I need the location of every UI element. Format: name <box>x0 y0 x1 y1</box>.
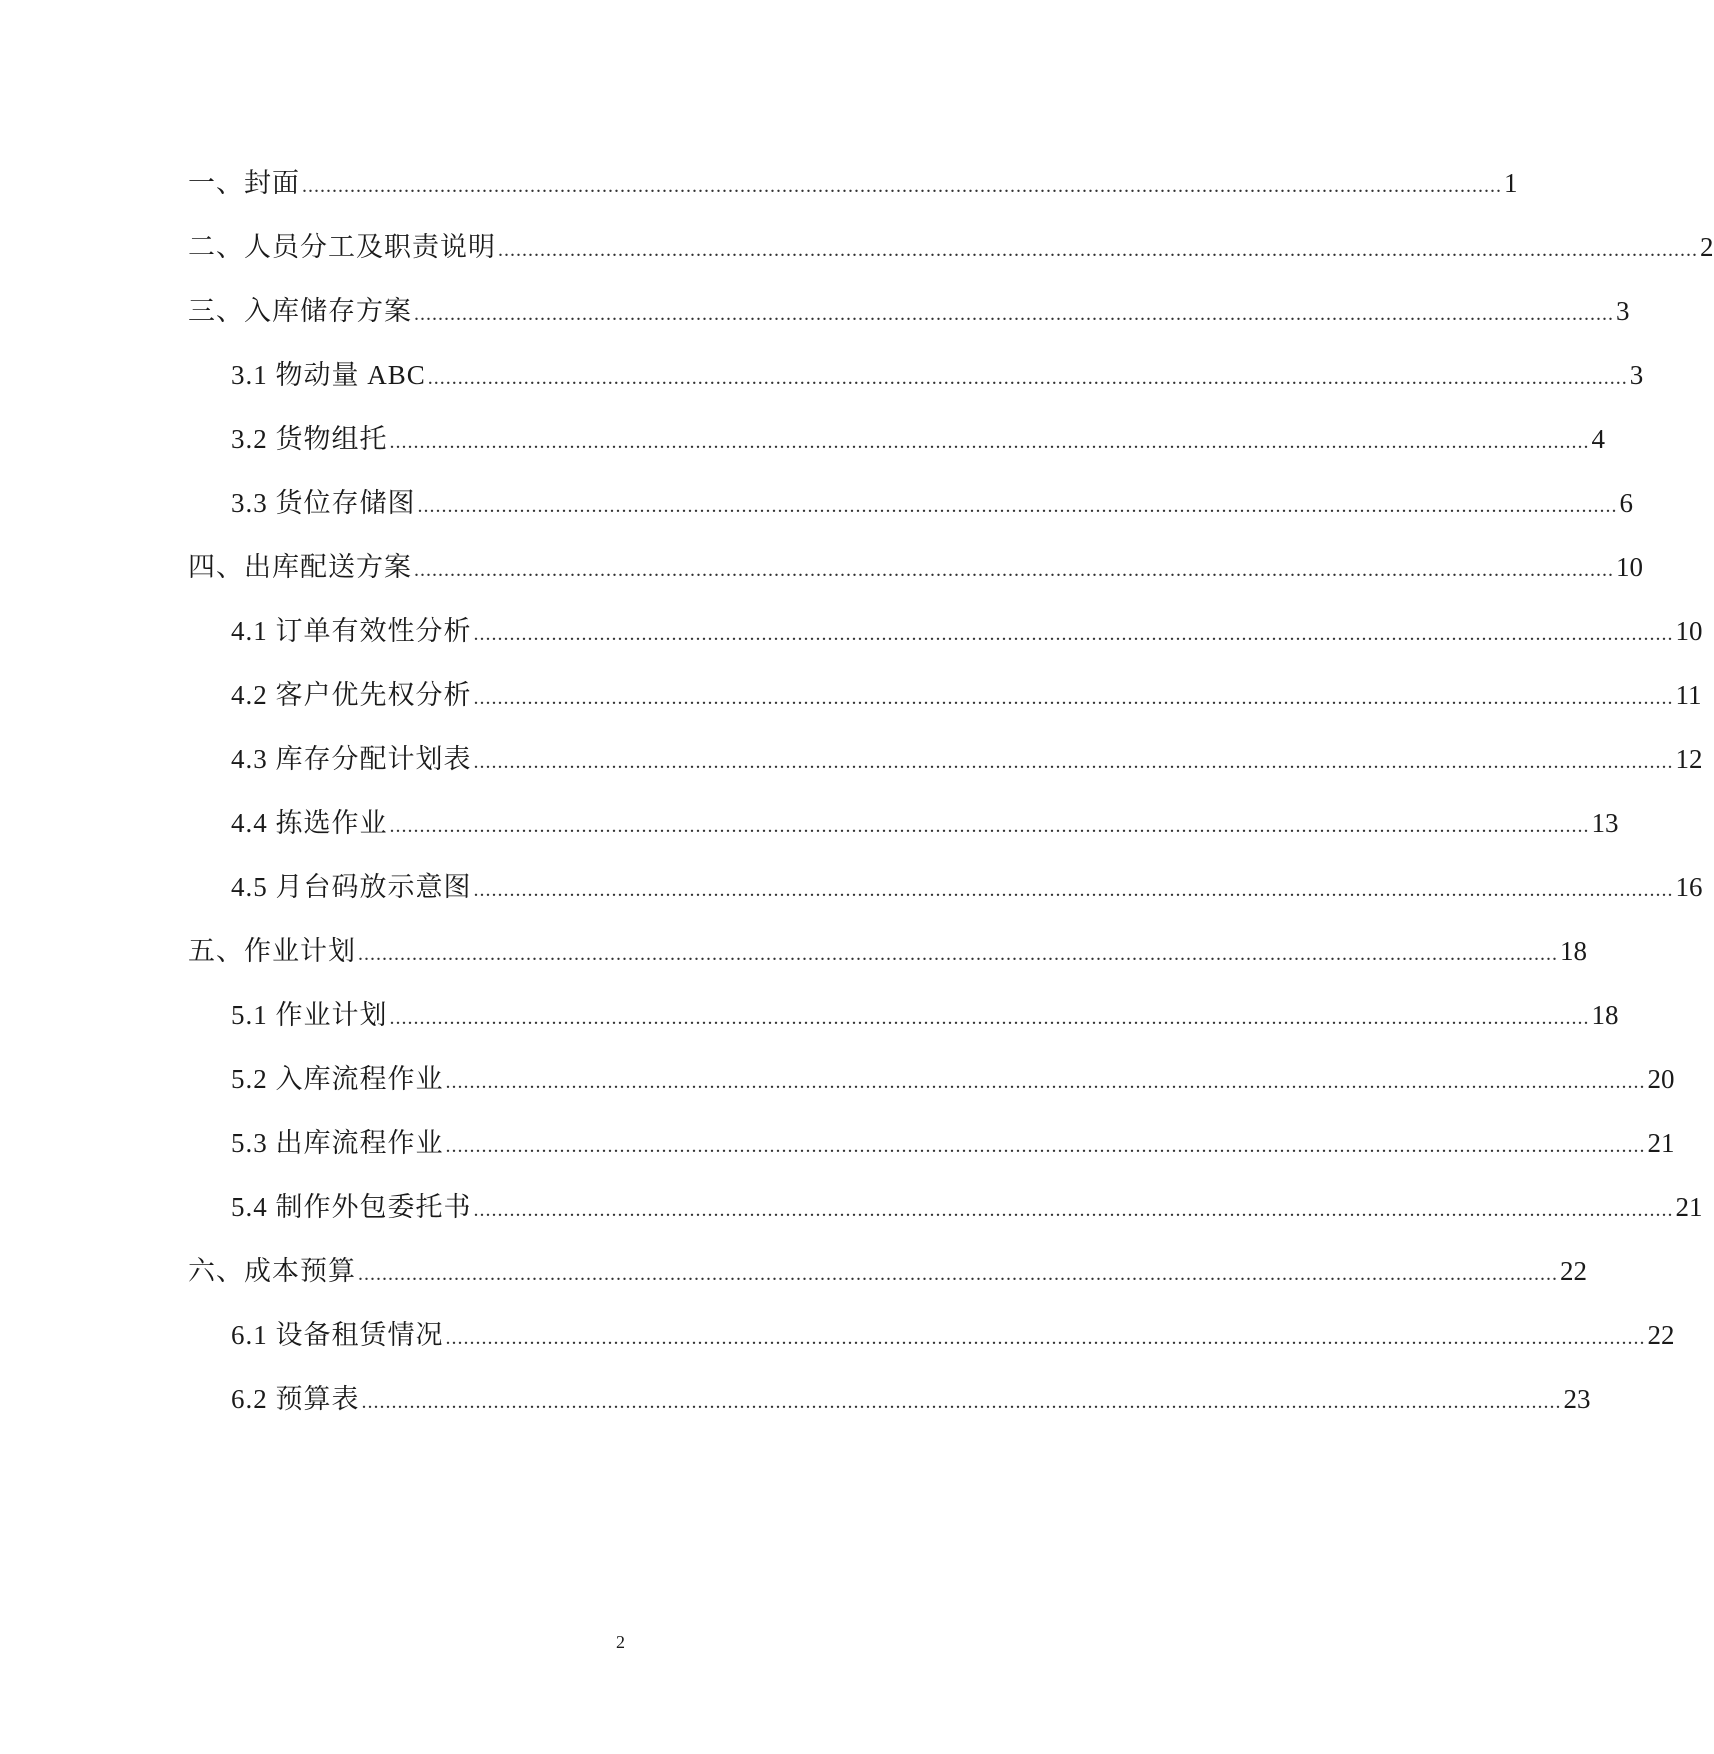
toc-entry-title: 4.4 拣选作业 <box>231 808 388 838</box>
toc-entry-page: 16 <box>1675 872 1703 902</box>
dot-leader: ........................................................................................................................................................................................................ <box>302 175 1502 197</box>
dot-leader: ........................................................................................................................................................................................................ <box>473 751 1674 773</box>
toc-entry-outbound-process[interactable] <box>231 1123 1675 1163</box>
toc-entry-outsourcing-letter[interactable] <box>231 1187 1703 1227</box>
dot-leader: ........................................................................................................................................................................................................ <box>445 1135 1646 1157</box>
toc-entry-title: 四、出库配送方案 <box>188 552 412 582</box>
dot-leader: ........................................................................................................................................................................................................ <box>473 1199 1674 1221</box>
dot-leader: ........................................................................................................................................................................................................ <box>389 815 1590 837</box>
dot-leader: ........................................................................................................................................................................................................ <box>358 1263 1558 1285</box>
toc-entry-title: 4.1 订单有效性分析 <box>231 616 472 646</box>
toc-entry-page: 22 <box>1647 1320 1675 1350</box>
toc-entry-work-plan-detail[interactable] <box>231 995 1619 1035</box>
toc-entry-inventory-allocation[interactable] <box>231 739 1703 779</box>
toc-entry-page: 2 <box>1700 232 1714 262</box>
toc-entry-customer-priority[interactable] <box>231 675 1702 715</box>
dot-leader: ........................................................................................................................................................................................................ <box>389 431 1590 453</box>
toc-entry-outbound-delivery[interactable] <box>188 547 1643 587</box>
dot-leader: ........................................................................................................................................................................................................ <box>417 495 1618 517</box>
toc-entry-page: 13 <box>1591 808 1619 838</box>
toc-entry-page: 23 <box>1563 1384 1591 1414</box>
toc-entry-title: 5.3 出库流程作业 <box>231 1128 444 1158</box>
dot-leader: ........................................................................................................................................................................................................ <box>473 623 1674 645</box>
dot-leader: ........................................................................................................................................................................................................ <box>445 1071 1646 1093</box>
toc-entry-title: 5.4 制作外包委托书 <box>231 1192 472 1222</box>
toc-entry-cover[interactable] <box>188 163 1518 203</box>
toc-entry-page: 18 <box>1591 1000 1619 1030</box>
page-number: 2 <box>616 1632 625 1652</box>
toc-entry-cost-budget[interactable] <box>188 1251 1587 1291</box>
toc-entry-inbound-storage[interactable] <box>188 291 1630 331</box>
toc-entry-page: 20 <box>1647 1064 1675 1094</box>
toc-entry-page: 6 <box>1619 488 1633 518</box>
dot-leader: ........................................................................................................................................................................................................ <box>358 943 1558 965</box>
dot-leader: ........................................................................................................................................................................................................ <box>473 879 1674 901</box>
toc-entry-title: 3.3 货位存储图 <box>231 488 416 518</box>
toc-entry-location-map[interactable] <box>231 483 1633 523</box>
toc-entry-title: 4.5 月台码放示意图 <box>231 872 472 902</box>
toc-entry-page: 10 <box>1616 552 1643 582</box>
toc-entry-page: 21 <box>1675 1192 1703 1222</box>
toc-entry-abc-analysis[interactable] <box>231 355 1644 395</box>
toc-entry-work-plan[interactable] <box>188 931 1587 971</box>
dot-leader: ........................................................................................................................................................................................................ <box>498 239 1698 261</box>
toc-entry-page: 10 <box>1675 616 1703 646</box>
toc-entry-title: 3.1 物动量 ABC <box>231 360 426 390</box>
toc-entry-title: 六、成本预算 <box>188 1256 356 1286</box>
toc-entry-page: 1 <box>1504 168 1518 198</box>
toc-entry-platform-stacking[interactable] <box>231 867 1703 907</box>
toc-entry-palletizing[interactable] <box>231 419 1605 459</box>
toc-entry-title: 一、封面 <box>188 168 300 198</box>
toc-entry-title: 5.1 作业计划 <box>231 1000 388 1030</box>
toc-entry-title: 4.2 客户优先权分析 <box>231 680 472 710</box>
toc-entry-page: 21 <box>1647 1128 1675 1158</box>
toc-entry-page: 3 <box>1616 296 1630 326</box>
toc-entry-page: 3 <box>1629 360 1644 390</box>
toc-entry-title: 二、人员分工及职责说明 <box>188 232 496 262</box>
toc-entry-page: 12 <box>1675 744 1703 774</box>
dot-leader: ........................................................................................................................................................................................................ <box>414 559 1614 581</box>
dot-leader: ........................................................................................................................................................................................................ <box>389 1007 1590 1029</box>
dot-leader: ........................................................................................................................................................................................................ <box>445 1327 1646 1349</box>
dot-leader: ........................................................................................................................................................................................................ <box>473 687 1674 709</box>
dot-leader: ........................................................................................................................................................................................................ <box>427 367 1628 389</box>
toc-entry-title: 三、入库储存方案 <box>188 296 412 326</box>
toc-entry-title: 6.2 预算表 <box>231 1384 360 1414</box>
toc-entry-title: 6.1 设备租赁情况 <box>231 1320 444 1350</box>
toc-entry-title: 3.2 货物组托 <box>231 424 388 454</box>
toc-entry-page: 4 <box>1591 424 1605 454</box>
toc-entry-title: 5.2 入库流程作业 <box>231 1064 444 1094</box>
toc-entry-title: 4.3 库存分配计划表 <box>231 744 472 774</box>
toc-entry-budget-table[interactable] <box>231 1379 1591 1419</box>
toc-entry-picking[interactable] <box>231 803 1619 843</box>
toc-entry-page: 22 <box>1560 1256 1587 1286</box>
dot-leader: ........................................................................................................................................................................................................ <box>361 1391 1562 1413</box>
toc-entry-equipment-rental[interactable] <box>231 1315 1675 1355</box>
toc-entry-inbound-process[interactable] <box>231 1059 1675 1099</box>
toc-entry-staffing[interactable] <box>188 227 1714 267</box>
toc-entry-order-validity[interactable] <box>231 611 1703 651</box>
toc-entry-title: 五、作业计划 <box>188 936 356 966</box>
toc-entry-page: 18 <box>1560 936 1587 966</box>
toc-entry-page: 11 <box>1675 680 1702 710</box>
dot-leader: ........................................................................................................................................................................................................ <box>414 303 1614 325</box>
